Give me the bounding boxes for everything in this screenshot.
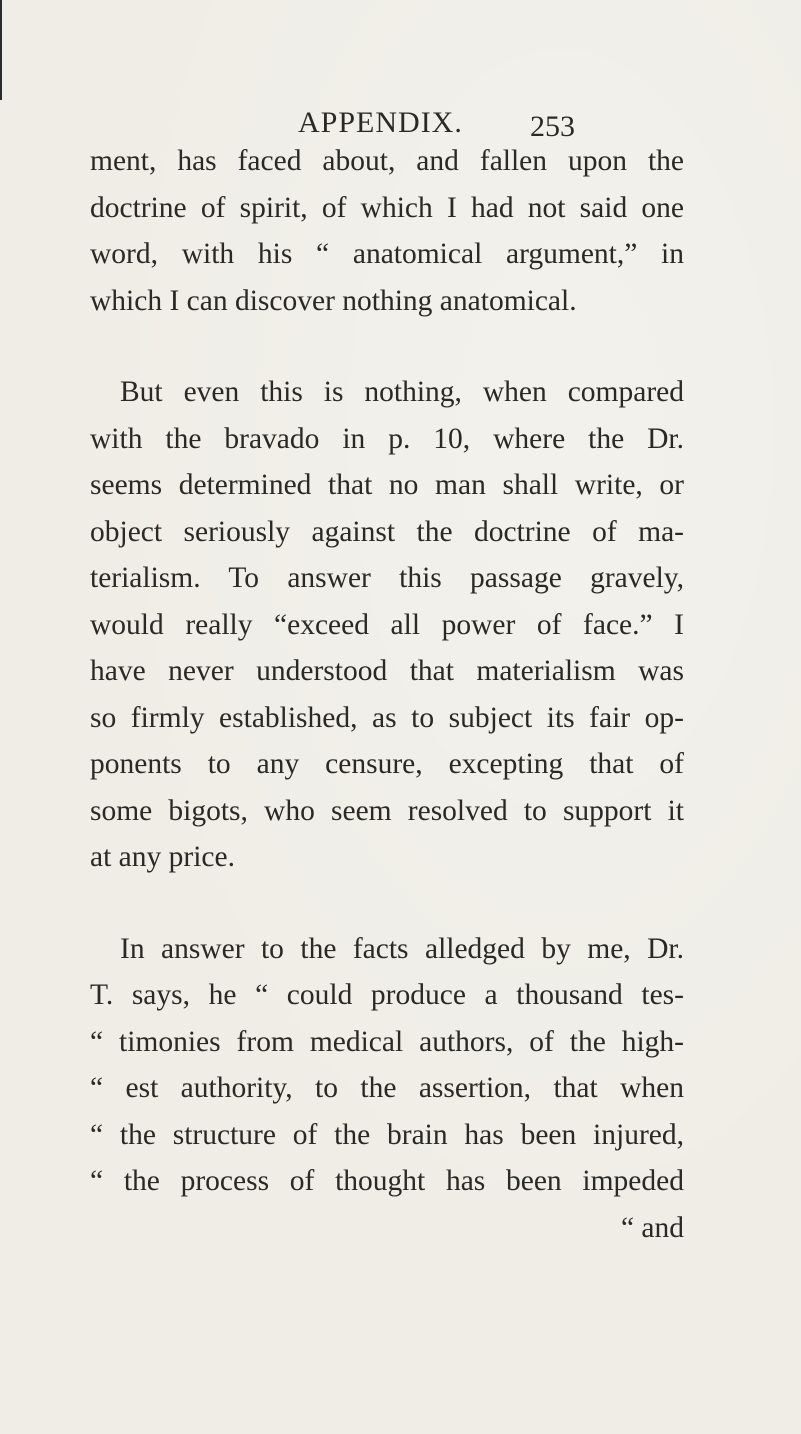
text-line: terialism. To answer this passage gravely, — [90, 562, 684, 594]
text-line: some bigots, who seem resolved to support it — [90, 794, 684, 827]
running-head: APPENDIX. — [298, 106, 463, 139]
page-number: 253 — [530, 110, 575, 143]
text-line: so firmly established, as to subject its fair op- — [90, 701, 684, 734]
text-line: T. says, he “ could produce a thousand tes- — [90, 979, 684, 1011]
text-line: In answer to the facts alledged by me, Dr. — [120, 932, 684, 965]
text-line: doctrine of spirit, of which I had not said one — [90, 191, 684, 224]
body-text — [90, 138, 684, 1251]
text-line: ponents to any censure, excepting that of — [90, 748, 684, 780]
text-line: object seriously against the doctrine of ma- — [90, 515, 684, 548]
text-line: ment, has faced about, and fallen upon the — [90, 145, 684, 177]
paragraph-3 — [90, 926, 684, 1252]
text-line: would really “exceed all power of face.” I — [90, 608, 684, 641]
text-line: But even this is nothing, when compared — [120, 376, 684, 408]
text-line: “ the process of thought has been impeded — [90, 1165, 684, 1197]
paragraph-gap — [90, 324, 684, 369]
paragraph-1 — [90, 138, 684, 324]
page-edge-shadow — [0, 0, 8, 100]
text-line: at any price. — [90, 841, 235, 873]
catchword: “ and — [620, 1211, 684, 1244]
text-line: “ the structure of the brain has been injured, — [90, 1118, 684, 1151]
text-line: “ timonies from medical authors, of the high- — [90, 1025, 684, 1058]
text-line: which I can discover nothing anatomical. — [90, 284, 577, 317]
text-line: seems determined that no man shall write, or — [90, 469, 684, 501]
paragraph-gap — [90, 881, 684, 926]
paragraph-2 — [90, 369, 684, 881]
text-line: “ est authority, to the assertion, that when — [90, 1072, 684, 1104]
text-line: word, with his “ anatomical argument,” in — [90, 238, 684, 270]
text-line: with the bravado in p. 10, where the Dr. — [90, 422, 684, 455]
text-line: have never understood that materialism was — [90, 655, 684, 687]
